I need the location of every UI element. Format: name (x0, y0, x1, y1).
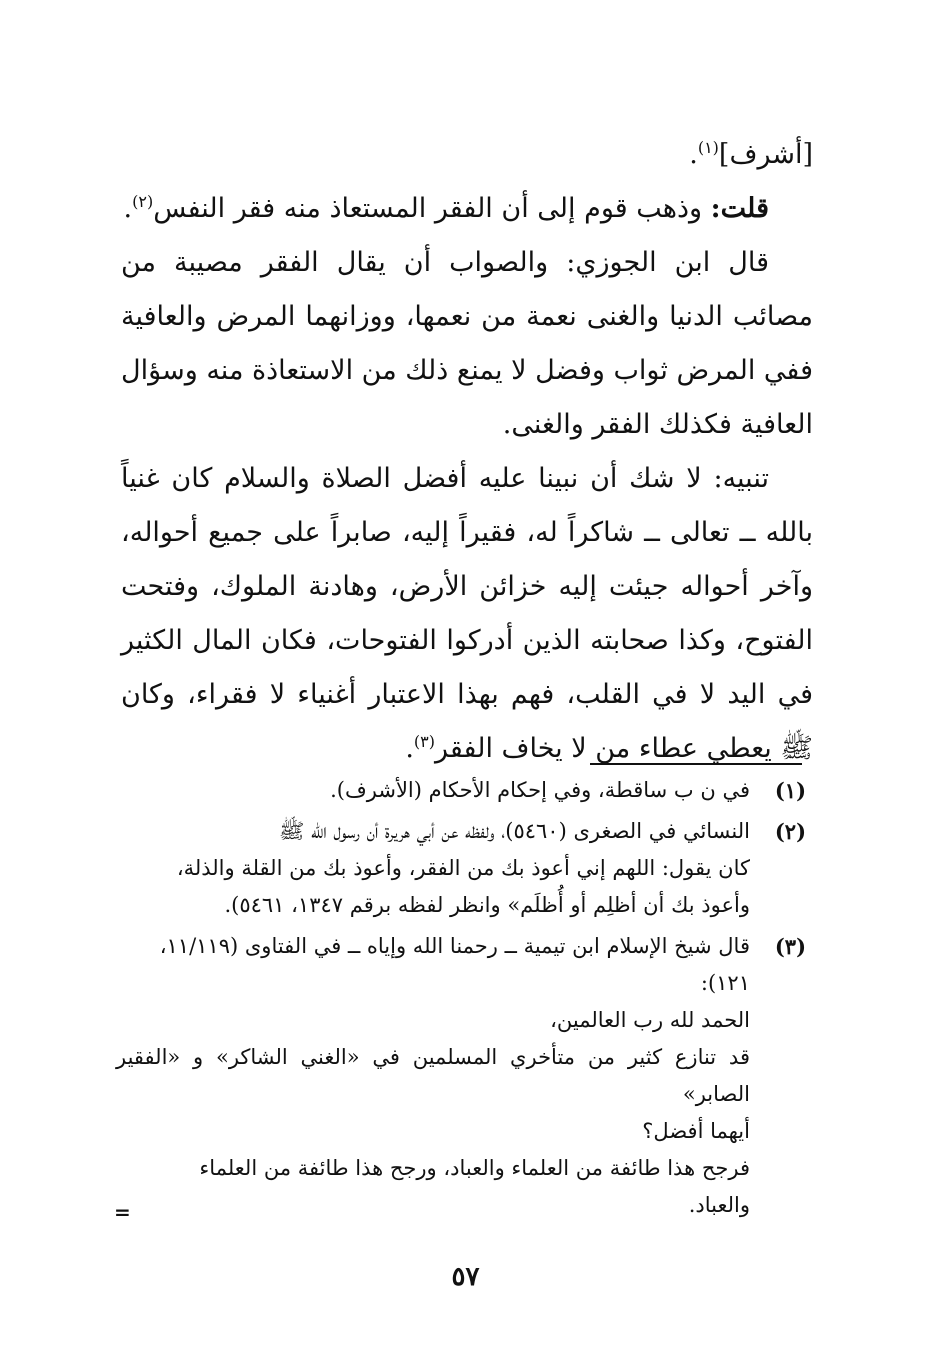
paragraph-text: تنبيه: لا شك أن نبينا عليه أفضل الصلاة والسلام كان غنياً بالله ــ تعالى ــ شاكراً له، فقيراً إليه، صابراً على جميع أحواله، وآخر أحواله جيئت إليه خزائن الأرض، وهادنة الملوك، وفتحت الفتوح، وكذا صحابته الذين أدركوا الفتوحات، فكان المال الكثير في اليد لا في القلب، فهم بهذا الاعتبار أغنياء لا فقراء، وكان ﷺ يعطي عطاء من لا يخاف الفقر (121, 463, 813, 764)
footnote-2 (116, 813, 806, 924)
footnote-number: (٣) (774, 934, 806, 959)
footnote-line: أيهما أفضل؟ (642, 1119, 750, 1143)
main-text (121, 128, 813, 776)
page-number: ٥٧ (451, 1262, 480, 1292)
footnote-3 (116, 928, 806, 1224)
paragraph-text: قال ابن الجوزي: والصواب أن يقال الفقر مصيبة من مصائب الدنيا والغنى نعمة من نعمها، ووزانهما المرض والعافية ففي المرض ثواب وفضل لا يمنع ذلك من الاستعاذة منه وسؤال العافية فكذلك الفقر والغنى. (121, 247, 813, 440)
footnote-body (116, 772, 750, 809)
footnote-line: كان يقول: اللهم إني أعوذ بك من الفقر، وأعوذ بك من القلة والذلة، (176, 856, 750, 880)
footnote-line: ١٢١): (700, 971, 750, 995)
footnote-line: الحمد لله رب العالمين، (550, 1008, 750, 1032)
footnote-body (116, 928, 750, 1224)
footnote-number: (١) (774, 778, 806, 803)
footnote-number: (٢) (774, 819, 806, 844)
footnote-line: في ن ب ساقطة، وفي إحكام الأحكام (الأشرف). (330, 778, 750, 802)
footnote-ref-2[interactable]: (٢) (132, 192, 154, 211)
footnote-body (116, 813, 750, 924)
paragraph-ashraf (121, 128, 813, 182)
paragraph-tail: . (405, 733, 414, 764)
paragraph-tail: . (123, 193, 133, 224)
footnote-line: النسائي في الصغرى (٥٤٦٠)، ولفظه عن أبي هريرة أن رسول الله ﷺ (278, 819, 750, 843)
footnote-1 (116, 772, 806, 809)
continuation-mark: = (114, 1200, 131, 1224)
paragraph-lead: قلت: (710, 193, 769, 224)
footnote-line: وأعوذ بك أن أظلِم أو أُظلَم» وانظر لفظه برقم ١٣٤٧، ٥٤٦١). (224, 893, 750, 917)
footnote-line: قال شيخ الإسلام ابن تيمية ــ رحمنا الله وإياه ــ في الفتاوى (١١/١١٩، (159, 934, 750, 958)
paragraph-text: [أشرف] (718, 139, 813, 170)
footnote-line: قد تنازع كثير من متأخري المسلمين في «الغني الشاكر» و «الفقير الصابر» (116, 1045, 750, 1106)
footnote-ref-1[interactable]: (١) (697, 138, 719, 157)
footnote-line: فرجح هذا طائفة من العلماء والعباد، ورجح هذا طائفة من العلماء (199, 1156, 750, 1180)
paragraph-tanbih (121, 452, 813, 776)
paragraph-qultu (121, 182, 813, 236)
footnote-ref-3[interactable]: (٣) (413, 732, 435, 751)
footnote-separator (590, 763, 802, 765)
paragraph-ibn-jawzi (121, 236, 813, 452)
footnotes (116, 772, 806, 1228)
paragraph-tail: . (689, 139, 698, 170)
footnote-line: والعباد. (688, 1193, 750, 1217)
paragraph-text: وذهب قوم إلى أن الفقر المستعاذ منه فقر النفس (153, 193, 711, 224)
